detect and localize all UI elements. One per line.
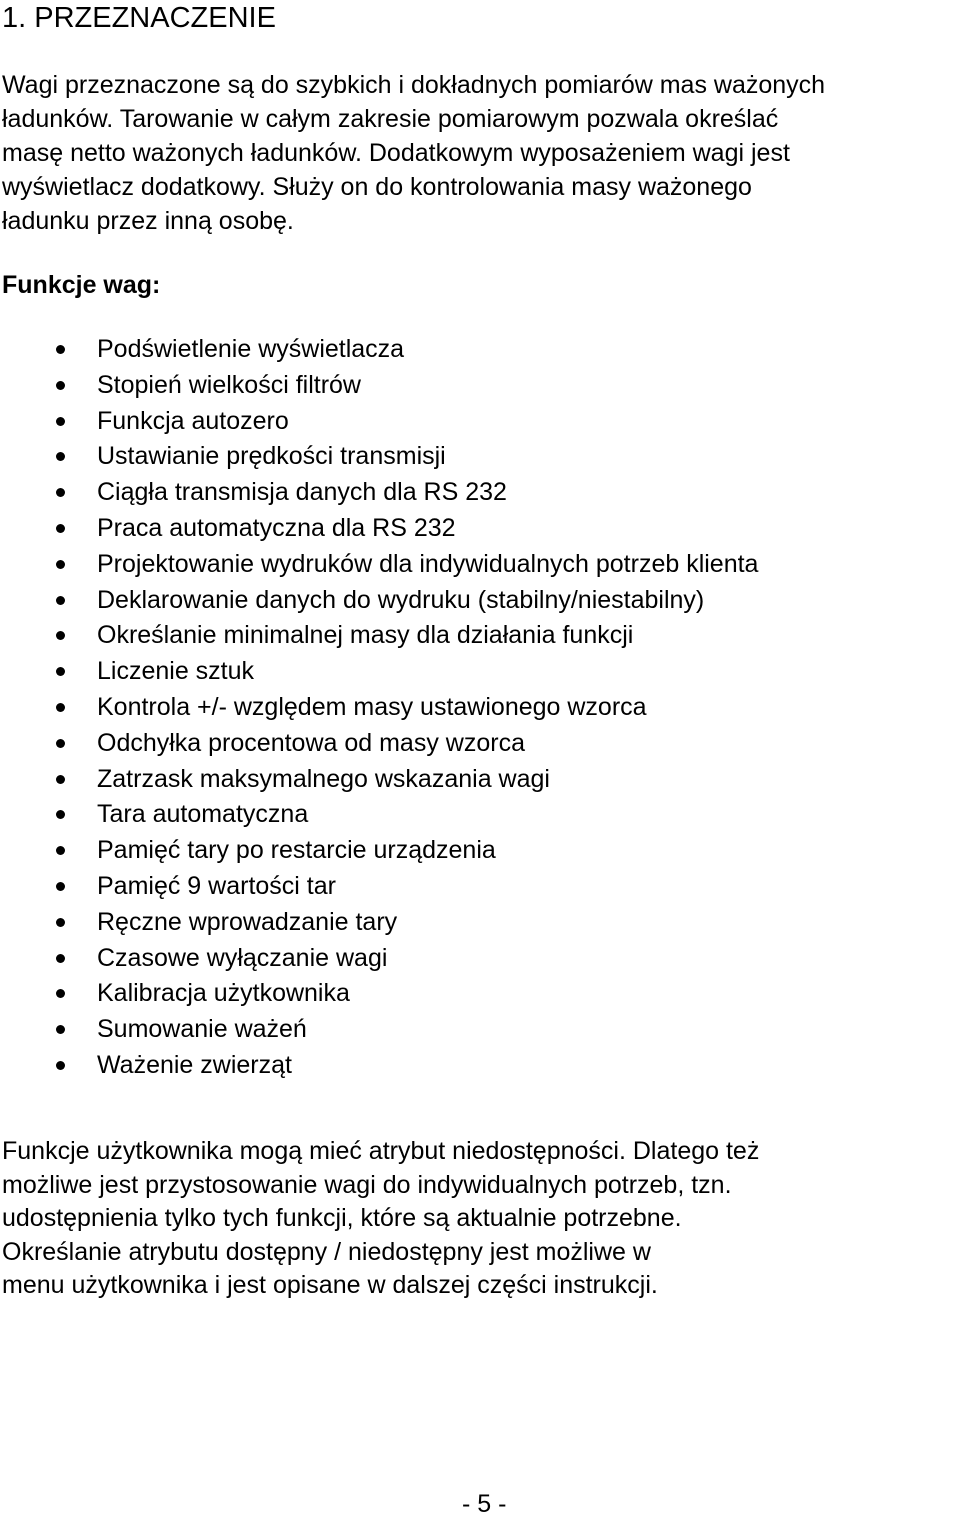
functions-heading: Funkcje wag: — [2, 271, 161, 299]
list-item-label: Kontrola +/- względem masy ustawionego wzorca — [97, 692, 647, 721]
list-item-label: Ręczne wprowadzanie tary — [97, 907, 398, 936]
note-line: Określanie atrybutu dostępny / niedostępny jest możliwe w — [2, 1237, 651, 1266]
bullet-icon — [56, 381, 65, 390]
page-number: - 5 - — [462, 1490, 507, 1518]
note-line: Funkcje użytkownika mogą mieć atrybut niedostępności. Dlatego też — [2, 1137, 760, 1165]
bullet-icon — [56, 775, 65, 784]
list-item-label: Odchyłka procentowa od masy wzorca — [97, 728, 525, 757]
list-item-label: Czasowe wyłączanie wagi — [97, 943, 388, 972]
list-item-label: Podświetlenie wyświetlacza — [97, 335, 405, 363]
list-item-label: Ustawianie prędkości transmisji — [97, 442, 446, 471]
intro-line: Wagi przeznaczone są do szybkich i dokładnych pomiarów mas ważonych — [2, 71, 826, 99]
bullet-icon — [56, 488, 65, 497]
availability-note — [2, 1135, 759, 1303]
bullet-icon — [56, 560, 65, 569]
intro-line: wyświetlacz dodatkowy. Służy on do kontrolowania masy ważonego — [2, 173, 752, 201]
section-heading: 1. PRZEZNACZENIE — [2, 2, 276, 34]
list-item-label: Kalibracja użytkownika — [97, 979, 350, 1008]
intro-line: masę netto ważonych ładunków. Dodatkowym wyposażeniem wagi jest — [2, 139, 790, 167]
list-item-label: Tara automatyczna — [97, 800, 309, 829]
bullet-icon — [56, 345, 65, 354]
bullet-icon — [56, 667, 65, 676]
list-item-label: Liczenie sztuk — [97, 657, 255, 686]
list-item-label: Deklarowanie danych do wydruku (stabilny/niestabilny) — [97, 585, 705, 614]
bullet-icon — [56, 631, 65, 640]
bullet-icon — [56, 882, 65, 891]
list-item-label: Praca automatyczna dla RS 232 — [97, 513, 456, 542]
intro-paragraph — [2, 68, 960, 238]
bullet-icon — [56, 954, 65, 963]
list-item-label: Projektowanie wydruków dla indywidualnych potrzeb klienta — [97, 549, 759, 578]
list-item-label: Pamięć 9 wartości tar — [97, 871, 336, 900]
list-item-label: Ciągła transmisja danych dla RS 232 — [97, 478, 507, 507]
bullet-icon — [56, 739, 65, 748]
bullet-icon — [56, 989, 65, 998]
note-line: udostępnienia tylko tych funkcji, które są aktualnie potrzebne. — [2, 1204, 682, 1232]
bullet-icon — [56, 452, 65, 461]
bullet-icon — [56, 703, 65, 712]
intro-line: ładunku przez inną osobę. — [2, 207, 294, 235]
bullet-icon — [56, 596, 65, 605]
list-item-label: Zatrzask maksymalnego wskazania wagi — [97, 764, 550, 793]
list-item-label: Ważenie zwierząt — [97, 1050, 292, 1079]
list-item-label: Określanie minimalnej masy dla działania funkcji — [97, 621, 634, 650]
bullet-icon — [56, 846, 65, 855]
intro-line: ładunków. Tarowanie w całym zakresie pomiarowym pozwala określać — [2, 105, 779, 133]
list-item-label: Sumowanie ważeń — [97, 1015, 307, 1044]
bullet-icon — [56, 417, 65, 426]
bullet-icon — [56, 918, 65, 927]
bullet-icon — [56, 1025, 65, 1034]
list-item-label: Pamięć tary po restarcie urządzenia — [97, 836, 496, 865]
list-item-label: Funkcja autozero — [97, 406, 289, 435]
note-line: możliwe jest przystosowanie wagi do indywidualnych potrzeb, tzn. — [2, 1170, 732, 1199]
bullet-icon — [56, 524, 65, 533]
bullet-icon — [56, 810, 65, 819]
note-line: menu użytkownika i jest opisane w dalszej części instrukcji. — [2, 1271, 658, 1299]
list-item-label: Stopień wielkości filtrów — [97, 370, 361, 399]
bullet-icon — [56, 1061, 65, 1070]
